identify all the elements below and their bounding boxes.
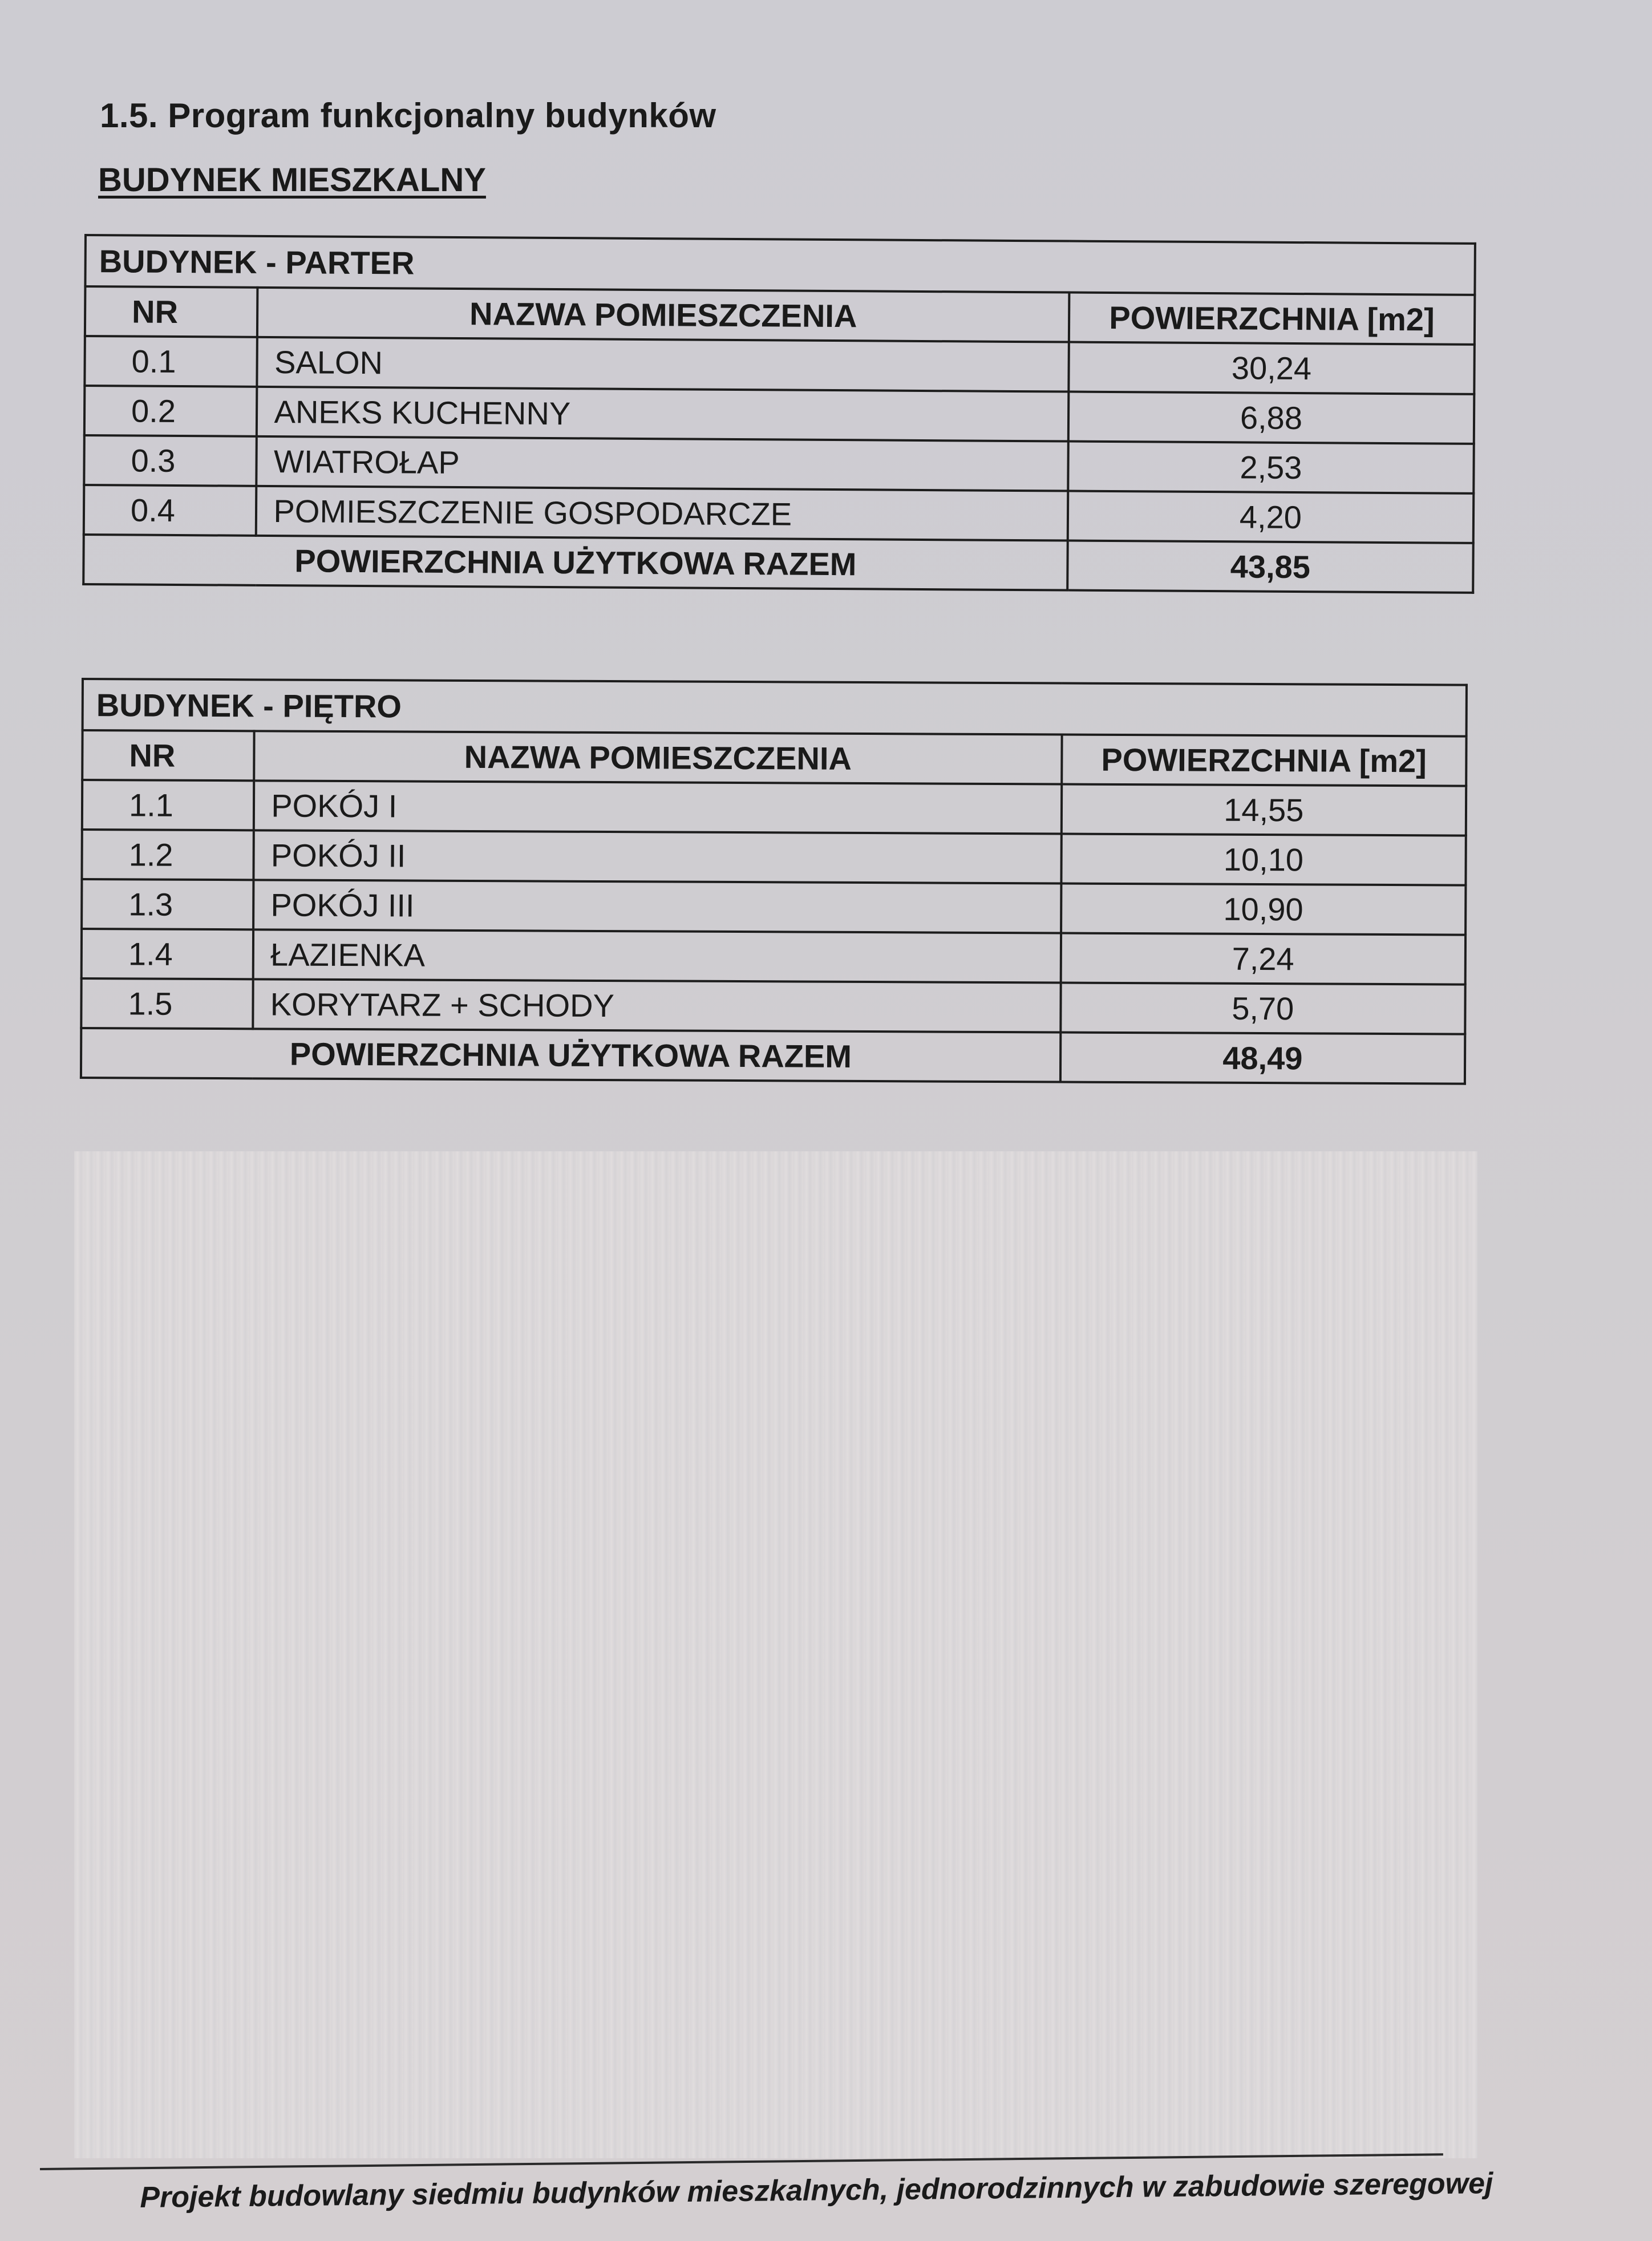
- header-nr: NR: [82, 730, 254, 780]
- total-label: POWIERZCHNIA UŻYTKOWA RAZEM: [81, 1028, 1060, 1082]
- row-nr: 1.4: [82, 929, 254, 979]
- row-name: POKÓJ I: [254, 780, 1062, 834]
- row-nr: 0.4: [84, 485, 257, 536]
- row-name: ŁAZIENKA: [253, 929, 1061, 982]
- table-row: [82, 929, 1465, 985]
- row-nr: 0.1: [84, 336, 257, 387]
- header-area: POWIERZCHNIA [m2]: [1069, 293, 1475, 345]
- row-name: WIATROŁAP: [257, 436, 1068, 491]
- row-nr: 1.1: [82, 780, 254, 830]
- table-caption-row: [85, 235, 1475, 295]
- table-header-row: [82, 730, 1466, 786]
- row-name: ANEKS KUCHENNY: [257, 387, 1068, 442]
- total-label: POWIERZCHNIA UŻYTKOWA RAZEM: [83, 535, 1067, 590]
- row-name: POMIESZCZENIE GOSPODARCZE: [256, 486, 1068, 541]
- building-title: BUDYNEK MIESZKALNY: [98, 161, 486, 199]
- table-row: [81, 978, 1465, 1034]
- row-name: POKÓJ II: [254, 830, 1062, 883]
- table-total-row: [83, 535, 1473, 593]
- row-area: 2,53: [1068, 442, 1474, 493]
- table-header-row: [85, 286, 1475, 345]
- total-value: 48,49: [1060, 1032, 1465, 1083]
- section-title: 1.5. Program funkcjonalny budynków: [100, 96, 716, 135]
- header-nr: NR: [85, 286, 258, 337]
- row-area: 5,70: [1060, 982, 1465, 1034]
- parter-table: [82, 234, 1476, 594]
- table-row: [82, 879, 1465, 935]
- footer-text: Projekt budowlany siedmiu budynków mieszkalnych, jednorodzinnych w zabudowie szeregowej: [140, 2167, 1493, 2214]
- row-nr: 0.3: [84, 435, 257, 486]
- table-caption-row: [83, 679, 1467, 737]
- row-nr: 0.2: [84, 386, 257, 436]
- row-area: 7,24: [1060, 933, 1465, 984]
- row-area: 10,90: [1061, 883, 1466, 935]
- header-name: NAZWA POMIESZCZENIA: [254, 731, 1062, 784]
- pietro-table: [80, 678, 1468, 1085]
- table-caption: BUDYNEK - PIĘTRO: [83, 679, 1467, 737]
- row-area: 30,24: [1068, 342, 1475, 394]
- table-row: [84, 386, 1474, 444]
- row-area: 14,55: [1061, 784, 1466, 835]
- header-area: POWIERZCHNIA [m2]: [1062, 734, 1467, 786]
- table-total-row: [81, 1028, 1465, 1084]
- row-nr: 1.3: [82, 879, 254, 929]
- table-row: [84, 485, 1473, 543]
- row-nr: 1.5: [81, 978, 253, 1029]
- row-area: 4,20: [1068, 491, 1474, 543]
- row-name: KORYTARZ + SCHODY: [253, 979, 1061, 1032]
- row-area: 10,10: [1061, 834, 1466, 885]
- total-value: 43,85: [1067, 541, 1473, 593]
- row-name: SALON: [257, 337, 1069, 392]
- row-name: POKÓJ III: [253, 880, 1061, 933]
- table-row: [82, 830, 1465, 885]
- redacted-blank-area: [74, 1151, 1477, 2158]
- row-area: 6,88: [1068, 392, 1475, 444]
- row-nr: 1.2: [82, 830, 254, 880]
- table-row: [84, 435, 1473, 493]
- header-name: NAZWA POMIESZCZENIA: [257, 288, 1069, 342]
- table-row: [82, 780, 1466, 836]
- table-caption: BUDYNEK - PARTER: [85, 235, 1475, 295]
- table-row: [84, 336, 1474, 394]
